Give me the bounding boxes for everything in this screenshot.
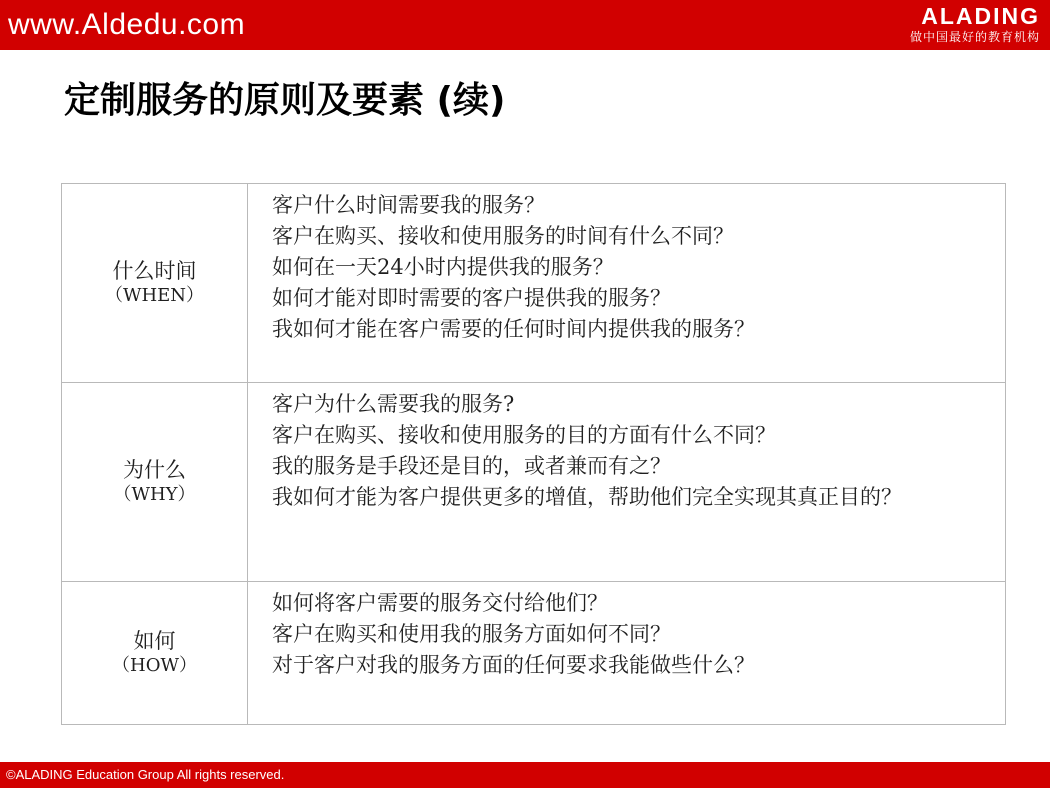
principles-table [61, 183, 1006, 725]
question-item: 我如何才能在客户需要的任何时间内提供我的服务？ [272, 317, 755, 341]
aspect-name: 什么时间 [112, 259, 197, 283]
question-item: 我的服务是手段还是目的，或者兼而有之？ [272, 454, 671, 478]
footer-bar [0, 762, 1050, 788]
question-cell [248, 582, 1006, 725]
question-item: 如何将客户需要的服务交付给他们？ [272, 591, 608, 615]
question-item: 如何在一天24小时内提供我的服务？ [272, 255, 614, 279]
question-item: 如何才能对即时需要的客户提供我的服务？ [272, 286, 671, 310]
question-cell [248, 383, 1006, 582]
page-title: 定制服务的原则及要素 (续) [64, 80, 506, 121]
question-item: 客户在购买、接收和使用服务的时间有什么不同？ [272, 224, 734, 248]
aspect-english: （WHY） [113, 484, 196, 505]
brand-name: ALADING [921, 3, 1040, 29]
copyright-text: ©ALADING Education Group All rights reserved. [6, 767, 285, 782]
aspect-name: 如何 [133, 629, 176, 653]
table-row-why [62, 383, 1006, 582]
header-bar [0, 0, 1050, 50]
aspect-cell [62, 383, 248, 582]
question-item: 对于客户对我的服务方面的任何要求我能做些什么？ [272, 653, 755, 677]
table-row-how [62, 582, 1006, 725]
aspect-english: （WHEN） [104, 285, 205, 306]
brand-slogan: 做中国最好的教育机构 [909, 30, 1040, 44]
aspect-name: 为什么 [123, 458, 186, 482]
brand-logo [910, 3, 1040, 45]
aspect-cell [62, 582, 248, 725]
site-url[interactable]: www.Aldedu.com [8, 8, 246, 41]
question-item: 客户什么时间需要我的服务？ [272, 193, 545, 217]
aspect-cell [62, 184, 248, 383]
question-item: 客户为什么需要我的服务? [272, 392, 515, 416]
table-row-when [62, 184, 1006, 383]
question-item: 客户在购买、接收和使用服务的目的方面有什么不同？ [272, 423, 776, 447]
aspect-english: （HOW） [112, 655, 197, 676]
question-item: 客户在购买和使用我的服务方面如何不同？ [272, 622, 671, 646]
question-item: 我如何才能为客户提供更多的增值，帮助他们完全实现其真正目的？ [272, 485, 902, 509]
question-cell [248, 184, 1006, 383]
